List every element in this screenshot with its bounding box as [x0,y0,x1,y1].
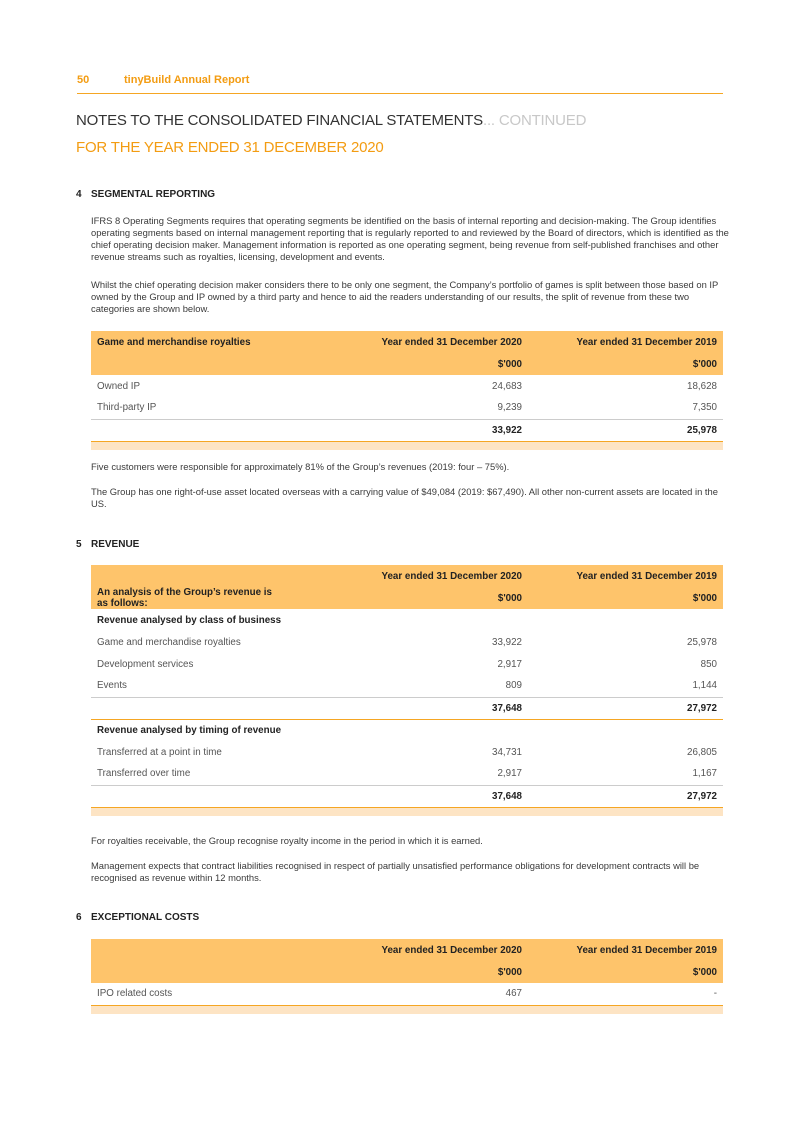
value-2019: 26,805 [687,746,717,758]
value-2020: 2,917 [497,768,522,780]
segmental-paragraph-3: Five customers were responsible for approximately 81% of the Group’s revenues (2019: four – 75%). [91,461,510,472]
column-header-2020: Year ended 31 December 2020 [278,565,528,587]
royalties-table [91,331,723,450]
table-footer-band [91,807,723,816]
row-label: IPO related costs [91,983,278,1005]
table-footer-band [91,1005,723,1014]
value-2019: 25,978 [687,636,717,648]
table-row [91,653,723,675]
revenue-table [91,565,723,816]
table-header-label: An analysis of the Group’s revenue is as follows: [91,587,278,609]
table-row [91,397,723,419]
value-2019: 850 [700,658,717,670]
unit-2019: $'000 [528,587,723,609]
total-2020: 37,648 [278,785,528,807]
total-2019: 27,972 [528,697,723,719]
table-unit-row [91,353,723,375]
section-number: 4 [76,189,82,200]
value-2019: 1,144 [692,680,717,692]
table-group-row [91,609,723,631]
row-label: Development services [97,658,194,670]
total-2020: 33,922 [278,419,528,441]
page-number: 50 [77,74,90,86]
unit-2019: $'000 [528,353,723,375]
column-header-2020: Year ended 31 December 2020 [278,939,528,961]
value-2019: 18,628 [687,380,717,392]
section-title: SEGMENTAL REPORTING [91,189,216,200]
value-2019: 1,167 [692,768,717,780]
value-2019: 7,350 [692,402,717,414]
row-label: Transferred at a point in time [97,746,222,758]
table-header-row [91,939,723,961]
section-title: REVENUE [91,539,140,550]
table-group-row [91,719,723,741]
page-title [76,112,586,129]
table-header-row [91,331,723,353]
page-title-continued: ... CONTINUED [482,112,587,129]
table-total-row [91,419,723,441]
unit-2020: $'000 [278,353,528,375]
section-number: 5 [76,539,82,550]
column-header-2019: Year ended 31 December 2019 [528,331,723,353]
value-2020: 467 [278,983,528,1005]
segmental-paragraph-4: The Group has one right-of-use asset located overseas with a carrying value of $49,084 (2019: $67,490). All other non-current assets are located in the US. [91,486,718,509]
value-2020: 34,731 [492,746,522,758]
page-title-main: NOTES TO THE CONSOLIDATED FINANCIAL STATEMENTS [76,112,483,129]
group-label: Revenue analysed by timing of revenue [97,724,282,736]
table-row [91,375,723,397]
exceptional-costs-table [91,939,723,1014]
section-heading-segmental [76,189,215,200]
row-label: Third-party IP [97,402,157,414]
table-row [91,675,723,697]
row-label: Events [97,680,127,692]
row-label: Transferred over time [97,768,191,780]
page-subtitle: FOR THE YEAR ENDED 31 DECEMBER 2020 [76,139,384,156]
report-title: tinyBuild Annual Report [124,74,250,86]
value-2020: 809 [505,680,522,692]
column-header-2019: Year ended 31 December 2019 [528,565,723,587]
section-title: EXCEPTIONAL COSTS [91,912,200,923]
segmental-paragraph-2: Whilst the chief operating decision maker considers there to be only one segment, the Company’s portfolio of games is split between those based on IP owned by the Group and IP owned by a third party and hence to aid the readers understanding of our results, the split of revenue from these two categories are shown below. [91,279,719,314]
value-2020: 24,683 [492,380,522,392]
unit-2020: $'000 [278,961,528,983]
table-footer-band [91,441,723,450]
column-header-2019: Year ended 31 December 2019 [528,939,723,961]
table-row [91,631,723,653]
segmental-paragraph-1: IFRS 8 Operating Segments requires that operating segments be identified on the basis of internal reporting and decision-making. The Group identifies operating segments based on internal management reporting that is regularly reported to and reviewed by the Board of directors, which is identified as the chief operating decision maker. Management information is reported as one operating segment, being revenue from self-published franchises and other revenue streams such as royalties, licensing, development and events. [91,215,729,262]
total-2019: 27,972 [528,785,723,807]
row-label: Owned IP [97,380,141,392]
total-2019: 25,978 [528,419,723,441]
section-heading-revenue [76,539,139,550]
table-total-row [91,697,723,719]
section-number: 6 [76,912,82,923]
unit-2020: $'000 [278,587,528,609]
value-2019: - [528,983,723,1005]
table-total-row [91,785,723,807]
value-2020: 2,917 [497,658,522,670]
revenue-paragraph-2: Management expects that contract liabilities recognised in respect of partially unsatisfied performance obligations for development contracts will be recognised as revenue within 12 months. [91,860,700,883]
table-unit-row [91,587,723,609]
group-label: Revenue analysed by class of business [97,614,282,626]
revenue-paragraph-1: For royalties receivable, the Group recognise royalty income in the period in which it is earned. [91,835,483,846]
total-2020: 37,648 [278,697,528,719]
table-header-label: Game and merchandise royalties [91,331,278,353]
table-row [91,763,723,785]
value-2020: 33,922 [492,636,522,648]
unit-2019: $'000 [528,961,723,983]
table-header-row [91,565,723,587]
page-header [77,74,723,94]
table-row [91,741,723,763]
value-2020: 9,239 [497,402,522,414]
column-header-2020: Year ended 31 December 2020 [278,331,528,353]
section-heading-exceptional-costs [76,912,199,923]
table-row [91,983,723,1005]
table-unit-row [91,961,723,983]
row-label: Game and merchandise royalties [97,636,241,648]
